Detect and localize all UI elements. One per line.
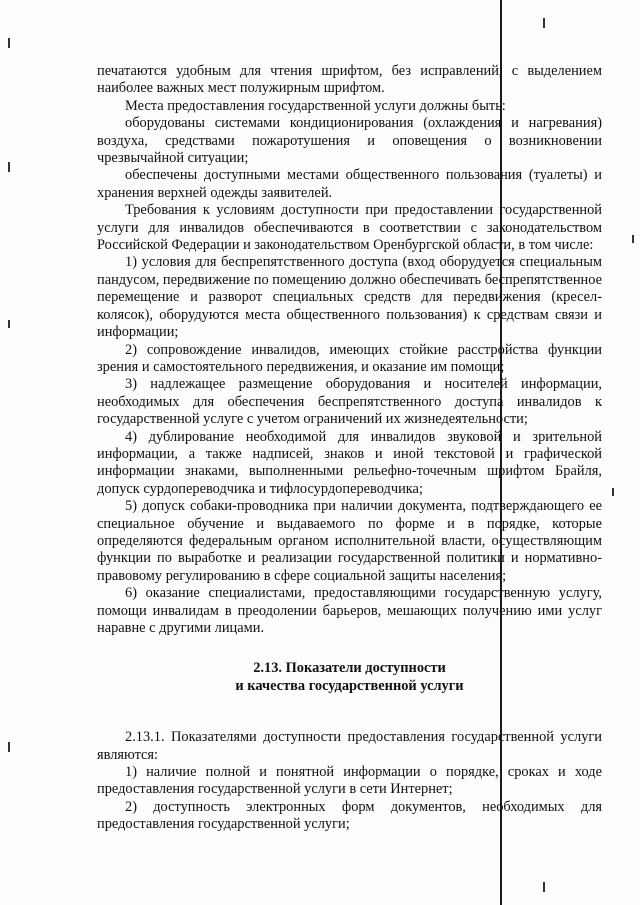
paragraph: 5) допуск собаки-проводника при наличии документа, подтверждающего ее специальное обучение и выдаваемого по форме и в порядке, которые определяются федеральным органом исполнительной власти, осуществляющим функции по выработке и реализации государственной политики и нормативно-правовому регулированию в сфере социальной защиты населения; (97, 498, 602, 584)
paragraph: 2) сопровождение инвалидов, имеющих стойкие расстройства функции зрения и самостоятельного передвижения, и оказание им помощи; (97, 341, 602, 375)
paragraphs-top (97, 63, 602, 637)
document-body (97, 63, 602, 834)
scan-mark (543, 882, 545, 892)
paragraph: 1) условия для беспрепятственного доступа (вход оборудуется специальным пандусом, передвижение по помещению должно обеспечивать беспрепятственное перемещение и разворот специальных средств для передвижения (кресел-колясок), оборудуются места общественного пользования) к средствам связи и информации; (97, 254, 602, 341)
scan-mark (8, 320, 10, 328)
paragraph: 6) оказание специалистами, предоставляющими государственную услугу, помощи инвалидам в преодолении барьеров, мешающих получению ими услуг наравне с другими лицами. (97, 585, 602, 636)
paragraphs-bottom (97, 729, 602, 833)
section-heading-line2: и качества государственной услуги (235, 677, 464, 694)
paragraph: Места предоставления государственной услуги должны быть: (125, 97, 506, 114)
paragraph: обеспечены доступными местами общественного пользования (туалеты) и хранения верхней одежды заявителей. (97, 167, 602, 201)
paragraph: 1) наличие полной и понятной информации о порядке, сроках и ходе предоставления государственной услуги в сети Интернет; (97, 764, 602, 798)
paragraph: оборудованы системами кондиционирования (охлаждения и нагревания) воздуха, средствами пожаротушения и оповещения о возникновении чрезвычайной ситуации; (97, 115, 602, 167)
scan-mark (632, 235, 634, 243)
scan-mark (8, 38, 10, 48)
scan-mark (8, 742, 10, 752)
scan-mark (612, 488, 614, 496)
paragraph: 4) дублирование необходимой для инвалидов звуковой и зрительной информации, а также надписей, знаков и иной текстовой и графической информации знаками, выполненными рельефно-точечным шрифтом Брайля, допуск сурдопереводчика и тифлосурдопереводчика; (97, 428, 602, 497)
paragraph: 2) доступность электронных форм документов, необходимых для предоставления государственной услуги; (97, 798, 602, 833)
section-heading (97, 660, 602, 695)
paragraph: печатаются удобным для чтения шрифтом, без исправлений, с выделением наиболее важных мест полужирным шрифтом. (97, 63, 602, 97)
paragraph: 2.13.1. Показателями доступности предоставления государственной услуги являются: (97, 729, 602, 763)
paragraph: Требования к условиям доступности при предоставлении государственной услуги для инвалидов обеспечиваются в соответствии с законодательством Российской Федерации и законодательством Оренбургской области, в том числе: (97, 202, 602, 254)
scan-mark (8, 162, 10, 172)
paragraph: 3) надлежащее размещение оборудования и носителей информации, необходимых для обеспечения беспрепятственного доступа инвалидов к государственной услуге с учетом ограничений их жизнедеятельности; (97, 376, 602, 428)
section-heading-line1: 2.13. Показатели доступности (253, 660, 446, 677)
scan-mark (543, 18, 545, 28)
